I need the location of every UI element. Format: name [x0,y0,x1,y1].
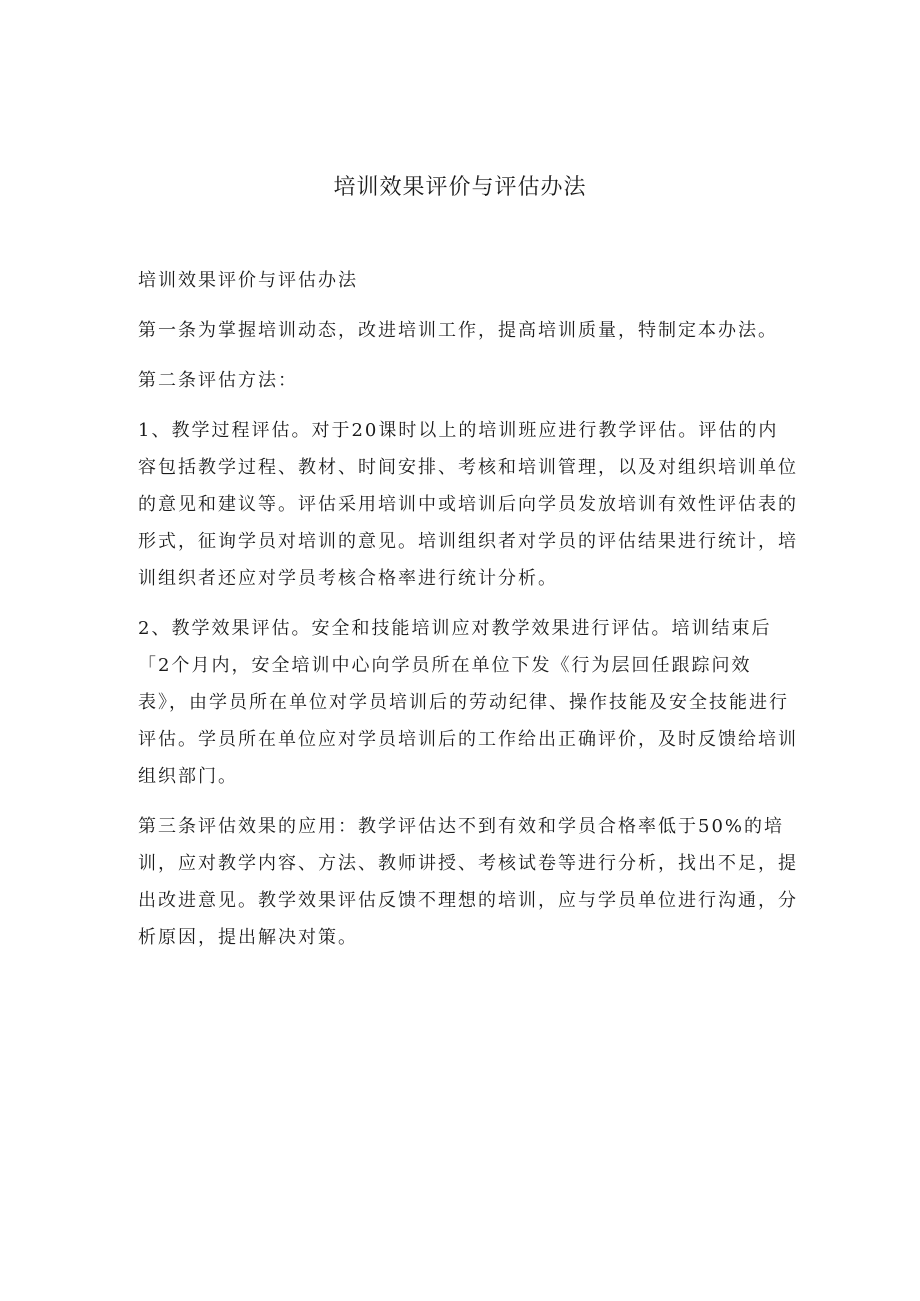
paragraph-article-2-heading: 第二条评估方法： [138,370,298,391]
document-body [138,262,798,956]
paragraph-article-3: 第三条评估效果的应用：教学评估达不到有效和学员合格率低于50%的培训，应对教学内容、方法、教师讲授、考核试卷等进行分析，找出不足，提出改进意见。教学效果评估反馈不理想的培训，应与学员单位进行沟通，分析原因，提出解决对策。 [138,816,798,948]
document-subtitle: 培训效果评价与评估办法 [138,270,358,291]
paragraph-article-1: 第一条为掌握培训动态，改进培训工作，提高培训质量，特制定本办法。 [138,320,778,341]
paragraph-effect-evaluation: 2、教学效果评估。安全和技能培训应对教学效果进行评估。培训结束后「2个月内，安全培训中心向学员所在单位下发《行为层回任跟踪问效表》，由学员所在单位对学员培训后的劳动纪律、操作技能及安全技能进行评估。学员所在单位应对学员培训后的工作给出正确评价，及时反馈给培训组织部门。 [138,618,798,787]
document-title: 培训效果评价与评估办法 [333,175,587,200]
paragraph-process-evaluation: 1、教学过程评估。对于20课时以上的培训班应进行教学评估。评估的内容包括教学过程、教材、时间安排、考核和培训管理，以及对组织培训单位的意见和建议等。评估采用培训中或培训后向学员发放培训有效性评估表的形式，征询学员对培训的意见。培训组织者对学员的评估结果进行统计，培训组织者还应对学员考核合格率进行统计分析。 [138,420,798,589]
